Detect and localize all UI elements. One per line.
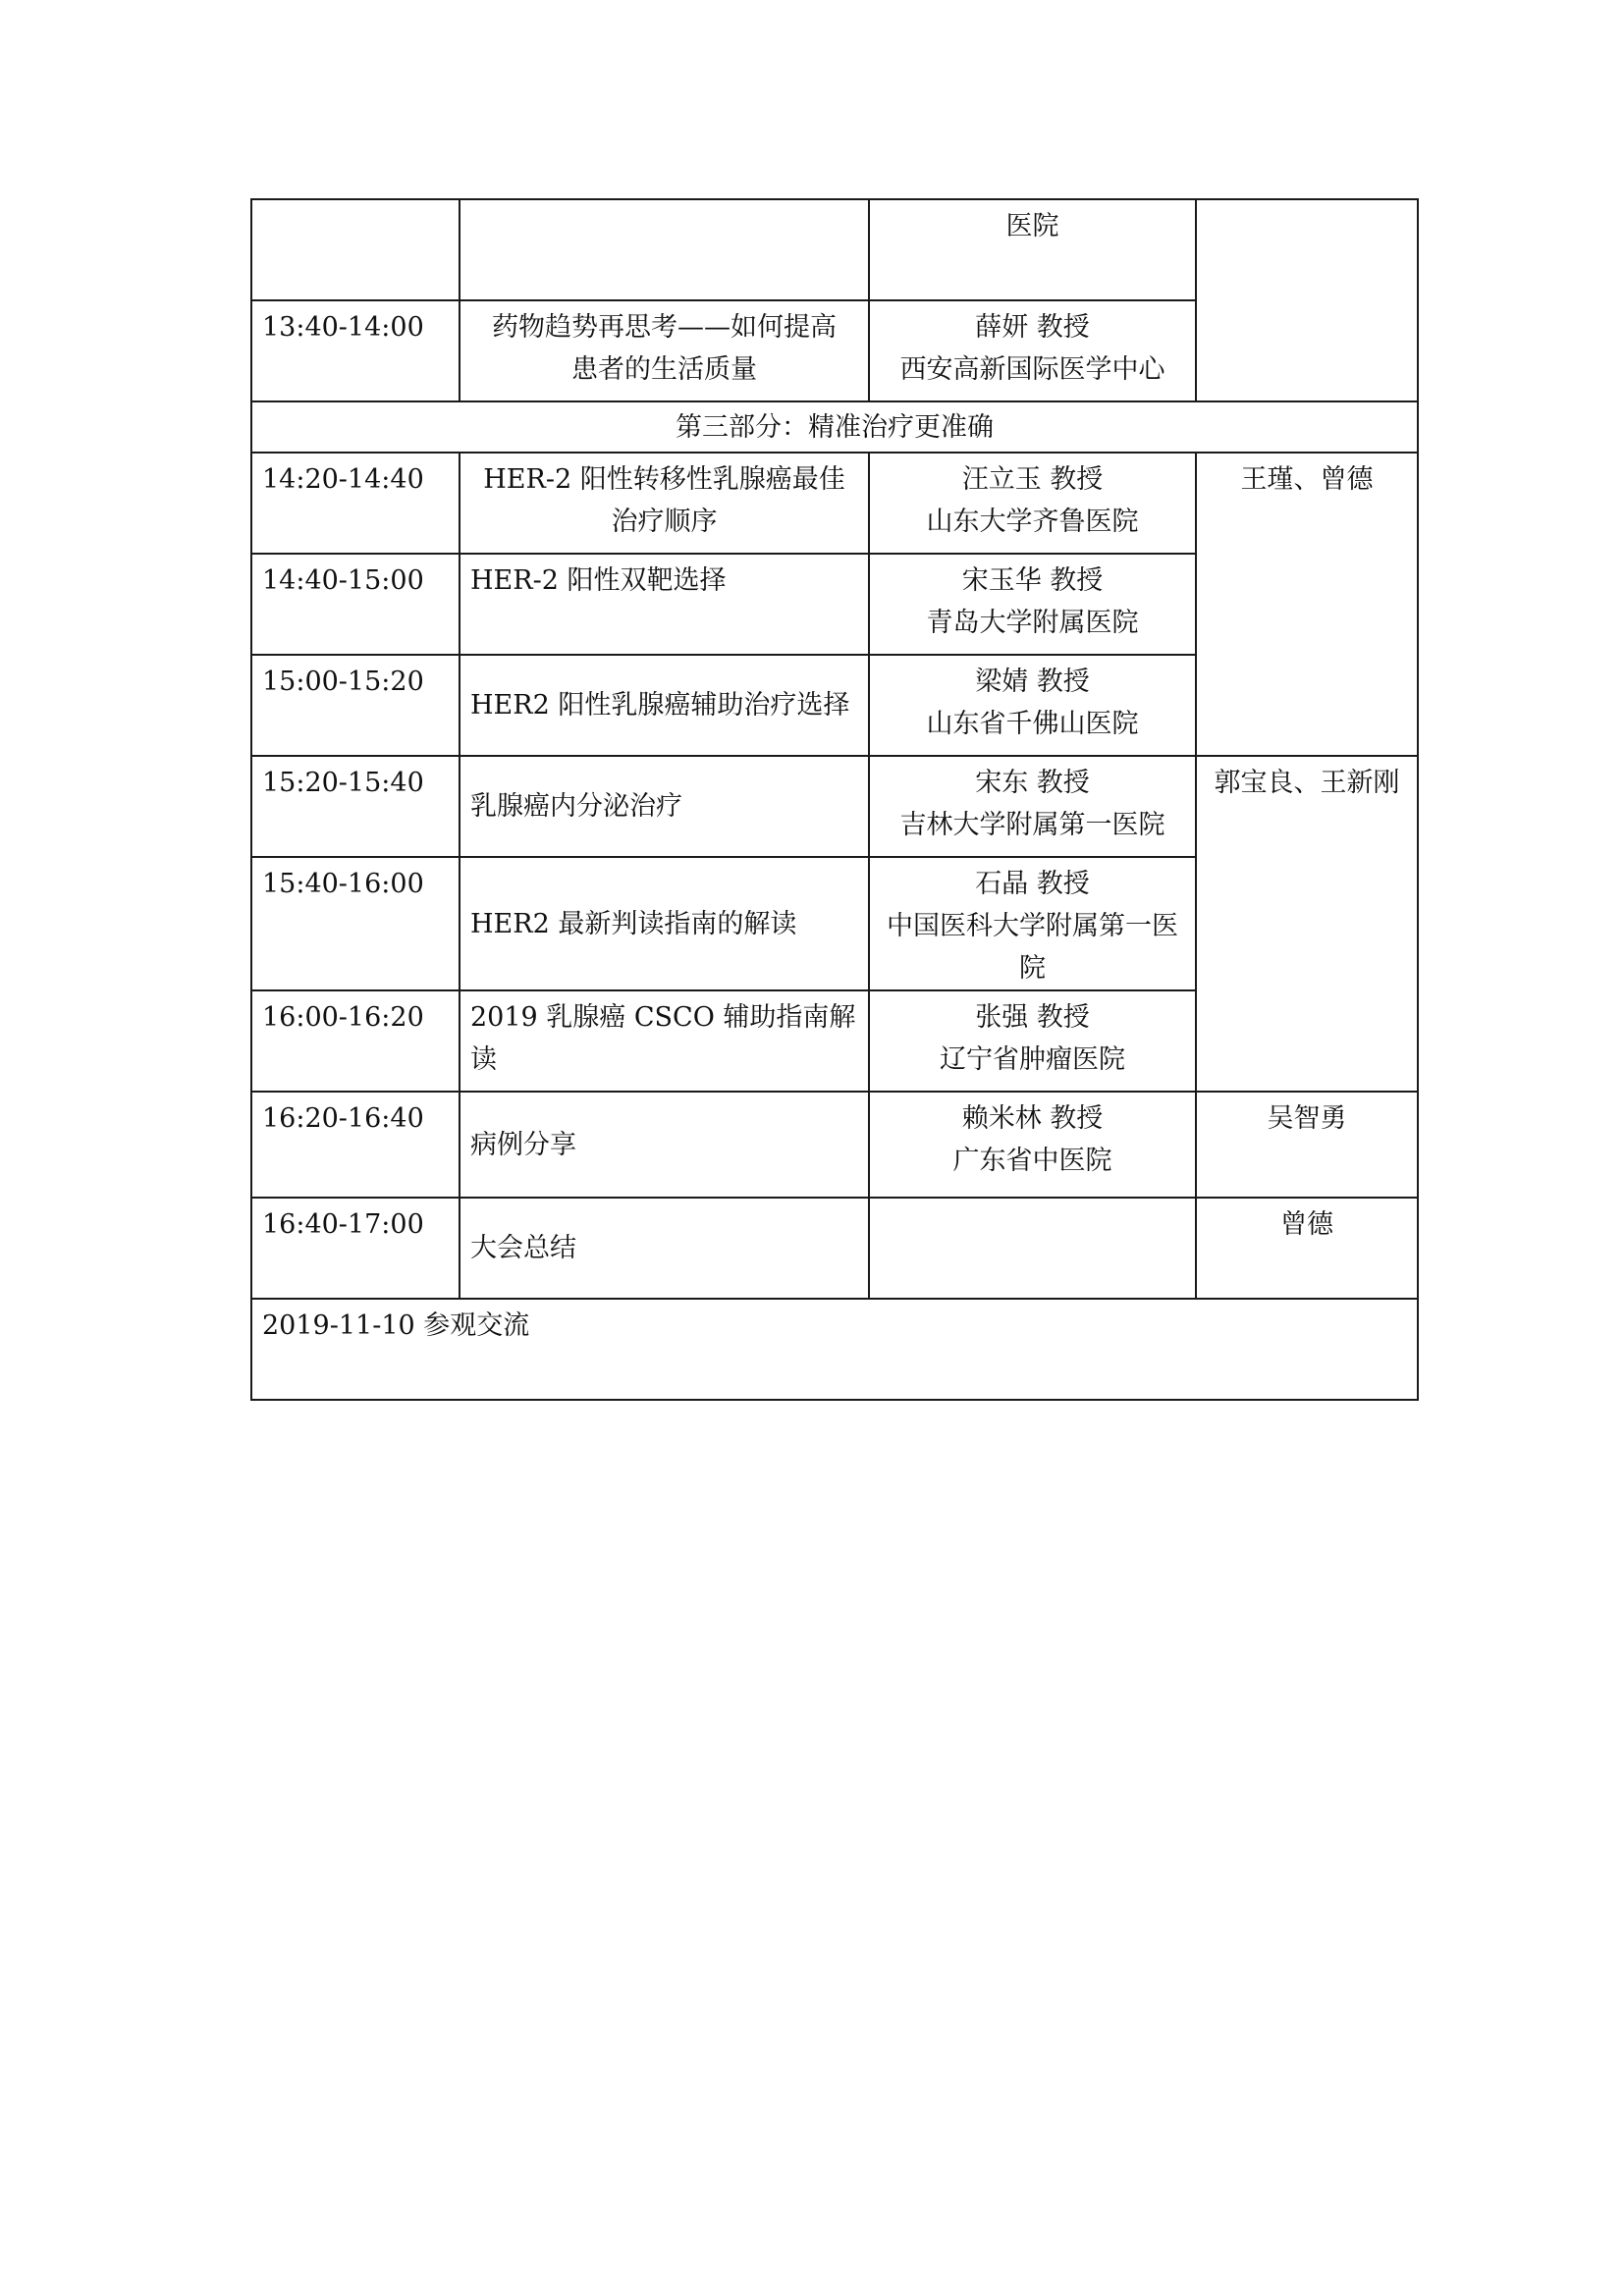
topic-line: 药物趋势再思考——如何提高 [492,312,837,343]
chair-cell: 郭宝良、王新刚 [1196,756,1418,1092]
time-cell: 16:40-17:00 [251,1198,460,1299]
closing-text: 2019-11-10 参观交流 [251,1299,1418,1400]
speaker-hospital: 中国医科大学附属第一医院 [887,911,1178,984]
chair-cell: 吴智勇 [1196,1092,1418,1198]
topic-line: 病例分享 [470,1129,576,1160]
table-row [251,756,1418,857]
speaker-cell [869,756,1196,857]
topic-cell [460,857,869,990]
topic-line: HER-2 阳性双靶选择 [470,565,727,596]
time-cell: 13:40-14:00 [251,300,460,401]
topic-line: 乳腺癌内分泌治疗 [470,791,682,822]
chair-cell: 王瑾、曾德 [1196,453,1418,756]
time-cell: 16:00-16:20 [251,990,460,1092]
speaker-cell [869,857,1196,990]
topic-line: 治疗顺序 [611,507,718,537]
speaker-cell [869,1092,1196,1198]
topic-line: 患者的生活质量 [571,354,757,385]
speaker-name: 汪立玉 教授 [961,464,1104,495]
speaker-hospital: 医院 [1005,211,1059,241]
table-row [251,1198,1418,1299]
topic-cell [460,453,869,554]
topic-line: 大会总结 [470,1233,576,1263]
topic-line: HER2 最新判读指南的解读 [470,908,797,939]
speaker-name: 张强 教授 [975,1002,1090,1033]
chair-cell: 曾德 [1196,1198,1418,1299]
speaker-hospital: 青岛大学附属医院 [926,608,1139,638]
topic-line: 读 [470,1044,497,1075]
time-cell [251,199,460,300]
chair-cell [1196,199,1418,401]
section-title: 第三部分：精准治疗更准确 [251,401,1418,453]
table-row [251,453,1418,554]
topic-line: 2019 乳腺癌 CSCO 辅助指南解 [470,1002,856,1033]
speaker-cell [869,990,1196,1092]
speaker-name: 薛妍 教授 [975,312,1090,343]
speaker-cell [869,655,1196,756]
speaker-cell [869,300,1196,401]
time-cell: 15:20-15:40 [251,756,460,857]
speaker-name: 宋玉华 教授 [961,565,1104,596]
table-row [251,199,1418,300]
topic-cell [460,990,869,1092]
topic-cell [460,756,869,857]
speaker-cell [869,199,1196,300]
speaker-name: 赖米林 教授 [961,1103,1104,1134]
topic-line: HER-2 阳性转移性乳腺癌最佳 [483,464,845,495]
table-row [251,1092,1418,1198]
speaker-hospital: 山东省千佛山医院 [926,709,1139,739]
section-row [251,401,1418,453]
schedule-table [250,198,1419,1401]
topic-cell [460,655,869,756]
topic-line: HER2 阳性乳腺癌辅助治疗选择 [470,690,850,721]
speaker-name: 石晶 教授 [975,869,1090,899]
speaker-hospital: 西安高新国际医学中心 [899,354,1165,385]
time-cell: 14:20-14:40 [251,453,460,554]
speaker-name: 宋东 教授 [975,768,1090,798]
speaker-hospital: 广东省中医院 [952,1146,1112,1176]
topic-cell [460,1198,869,1299]
topic-cell [460,300,869,401]
speaker-hospital: 辽宁省肿瘤医院 [940,1044,1125,1075]
speaker-cell [869,453,1196,554]
closing-row [251,1299,1418,1400]
speaker-hospital: 山东大学齐鲁医院 [926,507,1139,537]
speaker-name: 梁婧 教授 [975,667,1090,697]
topic-cell [460,1092,869,1198]
speaker-hospital: 吉林大学附属第一医院 [899,810,1165,840]
speaker-cell [869,554,1196,655]
speaker-cell [869,1198,1196,1299]
time-cell: 15:40-16:00 [251,857,460,990]
time-cell: 14:40-15:00 [251,554,460,655]
time-cell: 16:20-16:40 [251,1092,460,1198]
topic-cell [460,554,869,655]
topic-cell [460,199,869,300]
time-cell: 15:00-15:20 [251,655,460,756]
